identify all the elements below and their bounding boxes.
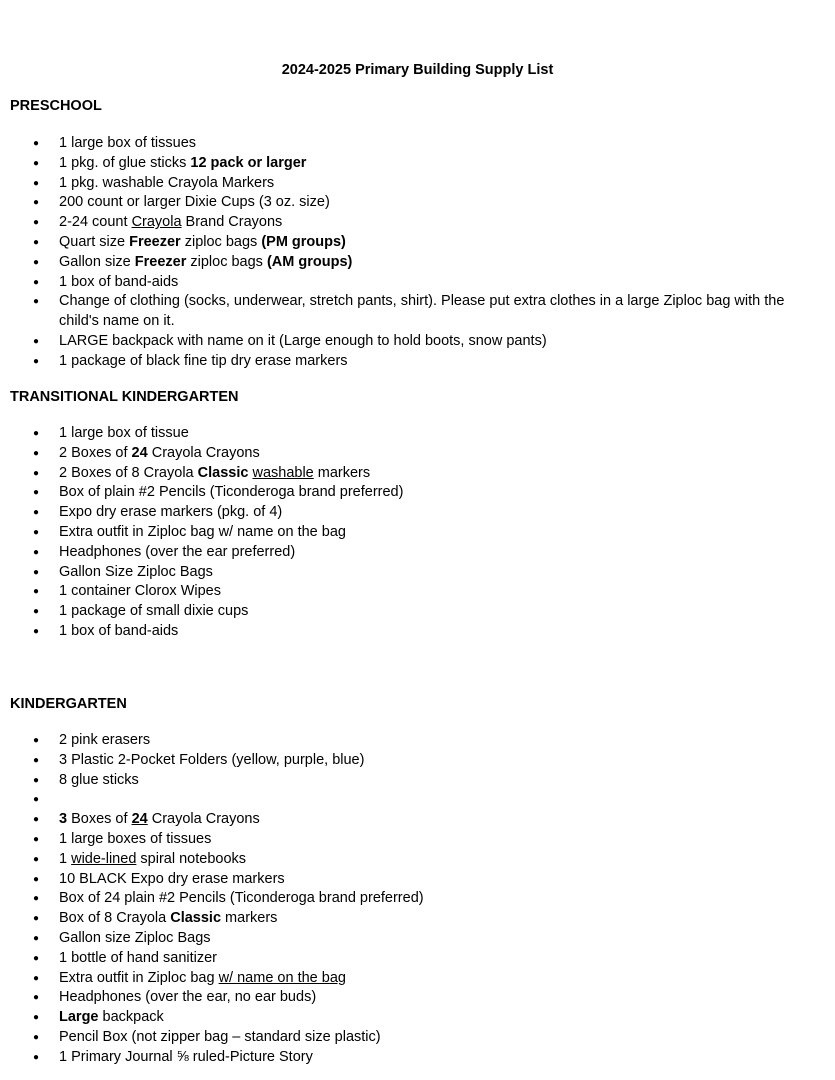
list-item: [0, 134, 835, 154]
list-item-text: 1 package of small dixie cups: [59, 603, 249, 620]
list-item: [0, 464, 835, 484]
list-item-text: 1 Primary Journal ⅝ ruled-Picture Story: [59, 1048, 313, 1065]
list-item-text: 1 box of band-aids: [59, 273, 179, 290]
list-item-text: 1 pkg. washable Crayola Markers: [59, 174, 275, 191]
preschool-supply-list: [0, 134, 835, 372]
list-item-text: Large: [59, 1009, 99, 1026]
list-item-text: Brand Crayons: [181, 214, 283, 231]
list-item-text: backpack: [98, 1009, 164, 1026]
list-item: [0, 870, 835, 890]
list-item-text: 10 BLACK Expo dry erase markers: [59, 870, 285, 887]
list-item: [0, 523, 835, 543]
list-item: [0, 352, 835, 372]
list-item-text: Headphones (over the ear, no ear buds): [59, 989, 317, 1006]
list-item-text: Boxes of: [67, 811, 132, 828]
list-item-text: markers: [313, 464, 371, 481]
list-item: [0, 424, 835, 444]
list-item-text: 200 count or larger Dixie Cups (3 oz. size): [59, 194, 330, 211]
list-item-text: 1 container Clorox Wipes: [59, 583, 221, 600]
list-item-text: Expo dry erase markers (pkg. of 4): [59, 504, 283, 521]
list-item-text: 1 large box of tissue: [59, 425, 189, 441]
list-item-text: Classic: [170, 910, 222, 927]
list-item: [0, 988, 835, 1008]
list-item-text: 24: [131, 444, 148, 461]
list-item-text: 2 pink erasers: [59, 732, 151, 748]
list-item: [0, 949, 835, 969]
list-item-text: 8 glue sticks: [59, 771, 139, 788]
list-item: [0, 1048, 835, 1068]
list-item: [0, 830, 835, 850]
list-item-text: 1 pkg. of glue sticks: [59, 154, 191, 171]
list-item-text: 2 Boxes of: [59, 444, 132, 461]
list-item: [0, 193, 835, 213]
list-item-text: Gallon Size Ziploc Bags: [59, 563, 213, 580]
list-item: [0, 174, 835, 194]
list-item: [0, 969, 835, 989]
list-item-text: Extra outfit in Ziploc bag: [59, 969, 219, 986]
list-item-text: wide-lined: [71, 850, 137, 867]
list-item: [0, 790, 835, 810]
list-item: [0, 850, 835, 870]
list-item-text: ziploc bags: [186, 253, 267, 270]
list-item-text: 1: [59, 850, 72, 867]
list-item-text: Box of 8 Crayola: [59, 910, 171, 927]
list-item-text: Extra outfit in Ziploc bag w/ name on the bag: [59, 523, 346, 540]
list-item: [0, 1028, 835, 1048]
list-item-text: 24: [131, 811, 148, 828]
list-item-text: spiral notebooks: [136, 850, 247, 867]
list-item-text: 3 Plastic 2-Pocket Folders (yellow, purple, blue): [59, 751, 365, 768]
list-item-text: Crayola Crayons: [147, 811, 260, 828]
kindergarten-supply-list: [0, 731, 835, 1068]
list-item-text: 1 bottle of hand sanitizer: [59, 949, 217, 966]
list-item-text: Freezer: [134, 253, 187, 270]
list-item: [0, 1008, 835, 1028]
list-item: [0, 889, 835, 909]
list-item: [0, 253, 835, 273]
list-item: [0, 292, 835, 332]
list-item-text: Quart size: [59, 233, 130, 250]
list-item-text: (PM groups): [261, 233, 346, 250]
list-item-text: Gallon size: [59, 253, 135, 270]
list-item: [0, 483, 835, 503]
list-item-text: 1 box of band-aids: [59, 622, 179, 639]
list-item: [0, 273, 835, 293]
list-item-text: 12 pack or larger: [190, 154, 307, 171]
list-item-text: Box of 24 plain #2 Pencils (Ticonderoga brand preferred): [59, 890, 424, 907]
list-item-text: Classic: [197, 464, 249, 481]
list-item: [0, 582, 835, 602]
list-item-text: Headphones (over the ear preferred): [59, 543, 296, 560]
section-heading-transitional-kindergarten: TRANSITIONAL KINDERGARTEN: [10, 389, 239, 405]
list-item: [0, 622, 835, 642]
list-item-text: 1 package of black fine tip dry erase markers: [59, 352, 348, 369]
list-item-text: Box of plain #2 Pencils (Ticonderoga brand preferred): [59, 484, 404, 501]
list-item: [0, 503, 835, 523]
list-item: [0, 154, 835, 174]
list-item-text: 3: [59, 811, 68, 828]
list-item: [0, 602, 835, 622]
list-item-text: 2-24 count: [59, 214, 132, 231]
list-item-text: Change of clothing (socks, underwear, stretch pants, shirt). Please put extra clothes in a large Ziploc bag with the child's name on it.: [59, 293, 785, 330]
list-item-text: LARGE backpack with name on it (Large enough to hold boots, snow pants): [59, 332, 547, 349]
list-item-text: 2 Boxes of 8 Crayola: [59, 464, 198, 481]
list-item: [0, 444, 835, 464]
list-item-text: Pencil Box (not zipper bag – standard size plastic): [59, 1028, 381, 1045]
list-item: [0, 929, 835, 949]
list-item: [0, 332, 835, 352]
list-item-text: w/ name on the bag: [218, 969, 346, 986]
list-item: [0, 213, 835, 233]
list-item-text: washable: [252, 464, 314, 481]
document-title: 2024-2025 Primary Building Supply List: [281, 62, 554, 78]
list-item: [0, 909, 835, 929]
list-item: [0, 771, 835, 791]
list-item-text: 1 large boxes of tissues: [59, 830, 212, 847]
list-item-text: markers: [221, 910, 278, 927]
section-heading-preschool: PRESCHOOL: [10, 98, 102, 114]
list-item: [0, 810, 835, 830]
list-item: [0, 543, 835, 563]
list-item-text: Crayola: [131, 214, 182, 231]
section-heading-kindergarten: KINDERGARTEN: [10, 696, 127, 712]
list-item-text: (AM groups): [266, 253, 353, 270]
list-item: [0, 563, 835, 583]
list-item: [0, 751, 835, 771]
list-item-text: Crayola Crayons: [147, 444, 260, 461]
list-item-text: 1 large box of tissues: [59, 135, 197, 151]
list-item-text: ziploc bags: [180, 233, 262, 250]
list-item-text: Gallon size Ziploc Bags: [59, 929, 211, 946]
transitional-kindergarten-supply-list: [0, 424, 835, 642]
list-item: [0, 233, 835, 253]
list-item-text: Freezer: [129, 233, 181, 250]
list-item: [0, 731, 835, 751]
